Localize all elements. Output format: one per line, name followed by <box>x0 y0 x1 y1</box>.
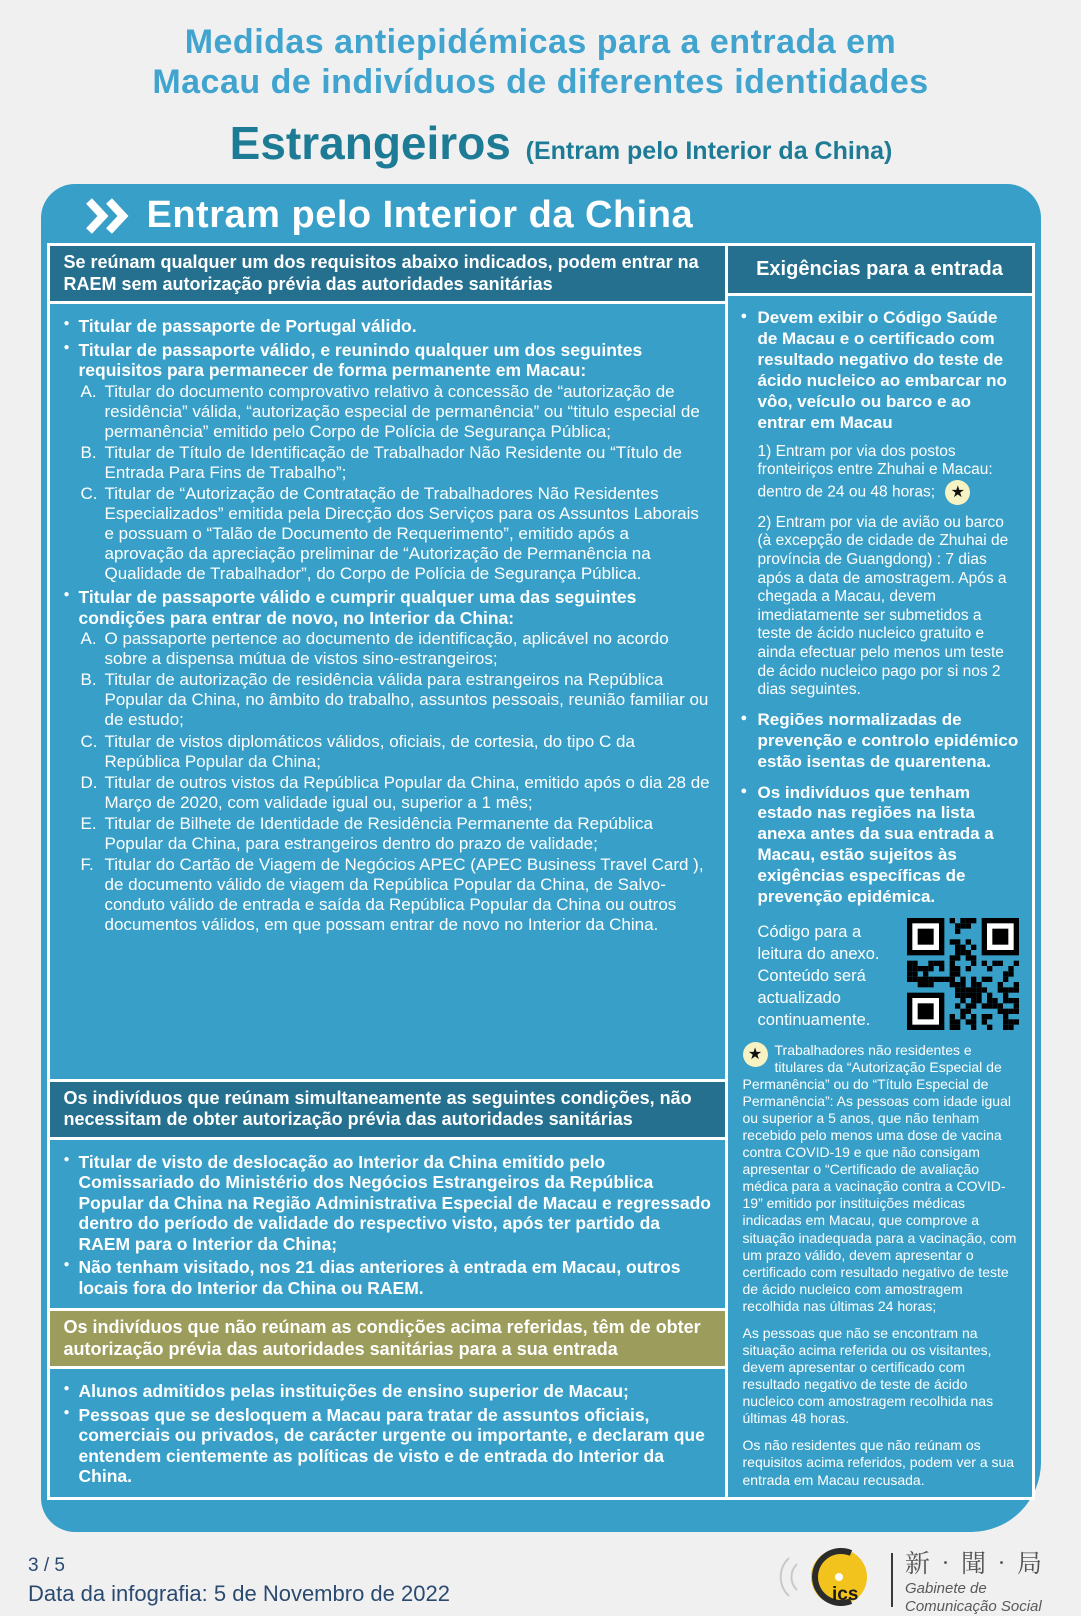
note-paragraph: As pessoas que não se encontram na situação acima referida ou os visitantes, devem apresentar o certificado com resultado negativo de teste de ácido nucleico com amostragem recolhida nas últimas 48 horas. <box>742 1324 994 1427</box>
numbered-item-1-text: 1) Entram por via dos postos fronteiriços entre Zhuhai e Macau: dentro de 24 ou 48 horas; <box>757 442 993 501</box>
left-section-2 <box>50 1140 725 1308</box>
list-item: ● Não tenham visitado, nos 21 dias anteriores à entrada em Macau, outros locais fora do Interior da China ou RAEM. <box>64 1257 713 1298</box>
subitem-label: C. <box>80 731 98 751</box>
subitem-label: B. <box>80 443 97 462</box>
qr-section <box>758 918 1019 1032</box>
subitem-label: C. <box>80 484 98 504</box>
main-card <box>41 184 1041 1531</box>
right-header-band: Exigências para a entrada <box>728 246 1032 296</box>
star-note <box>743 1042 1017 1315</box>
subtitle-group: Estrangeiros <box>229 117 511 169</box>
list-item: ● Titular de passaporte válido e cumprir qualquer uma das seguintes condições para entrar de novo, no Interior da China: <box>64 587 713 628</box>
gcs-name-portuguese-2: Comunicação Social <box>904 1597 1042 1615</box>
right-content <box>728 296 1032 1496</box>
gcs-logo-text <box>905 1544 1045 1616</box>
list-subitem <box>79 773 713 813</box>
list-item: ● Alunos admitidos pelas instituições de ensino superior de Macau; <box>64 1381 713 1401</box>
gcs-logo-initials: ics <box>831 1584 859 1606</box>
page-title-line2: Macau de indivíduos de diferentes identidades <box>152 63 929 101</box>
subitem-text: Titular de “Autorização de Contratação de Trabalhadores Não Residentes Especializados” emitida pela Direcção dos Serviços para os Assuntos Laborais e possuam o “Talão de Documento de Requerimento”, emitido após a aprovação da apreciação preliminar de “Autorização de Permanência na Qualidade de Trabalhador”, do Corpo de Polícia de Segurança Pública. <box>104 484 699 584</box>
subitem-label: F. <box>80 854 94 874</box>
page-header <box>0 0 1081 170</box>
star-note-text: Trabalhadores não residentes e titulares da “Autorização Especial de Permanência” ou do “Título Especial de Permanência”: As pessoas com idade igual ou superior a 5 anos, que não tenham recebido pelo menos uma dose de vacina contra COVID-19 e que não consigam apresentar o “Certificado de avaliação médica para a vacinação contra a COVID-19” emitido por instituições médicas indicadas em Macau, que comprove a situação inadequada para a vacinação, com um prazo válido, devem apresentar o certificado com resultado negativo de teste de ácido nucleico com amostragem recolhida nas últimas 24 horas; <box>742 1041 1017 1314</box>
left-banner-3: Os indivíduos que não reúnam as condições acima referidas, têm de obter autorização prévia das autoridades sanitárias para a sua entrada <box>50 1308 725 1369</box>
qr-code <box>907 918 1019 1030</box>
list-subitem <box>79 732 713 772</box>
list-item: ● Regiões normalizadas de prevenção e controlo epidémico estão isentas de quarentena. <box>741 710 1019 773</box>
page-number: 3 / 5 <box>28 1555 65 1577</box>
left-banner-2: Os indivíduos que reúnam simultaneamente as seguintes condições, não necessitam de obter autorização prévia das autoridades sanitárias <box>50 1079 725 1140</box>
page-title-line1: Medidas antiepidémicas para a entrada em <box>184 23 897 61</box>
star-icon: ★ <box>743 1042 768 1067</box>
left-section-1 <box>50 304 725 1078</box>
list-subitem <box>79 855 713 935</box>
list-subitem <box>79 484 713 584</box>
card-header <box>41 184 1041 243</box>
star-icon: ★ <box>945 480 970 505</box>
subitem-label: A. <box>80 629 97 649</box>
list-subitem <box>79 443 713 483</box>
double-chevron-icon <box>85 198 131 234</box>
list-item: ● Titular de visto de deslocação ao Interior da China emitido pelo Comissariado do Ministério dos Negócios Estrangeiros da República Popular da China na Região Administrativa Especial de Macau e regressado dentro do período de validade do respectivo visto, após ter partido da RAEM para o Interior da China; <box>64 1152 713 1254</box>
subitem-text: Titular do documento comprovativo relativo à concessão de “autorização de residência” válida, “autorização especial de permanência” ou “titulo especial de permanência” emitido pelo Corpo de Polícia de Segurança Pública; <box>104 381 700 441</box>
subitem-text: Titular de Bilhete de Identidade de Residência Permanente da República Popular da China, para estrangeiros dentro do prazo de validade; <box>104 813 653 853</box>
gcs-name-chinese: 新‧聞‧局 <box>904 1549 1045 1578</box>
subitem-label: D. <box>80 772 98 792</box>
subitem-text: Titular do Cartão de Viagem de Negócios APEC (APEC Business Travel Card ), de documento válido de viagem da República Popular da China, de Salvo-conduto válido de entrada e saída da República Popular da China ou outros documentos válidos, em que possam entrar de novo no Interior da China. <box>104 854 704 934</box>
qr-caption: Código para a leitura do anexo. Conteúdo será actualizado continuamente. <box>757 922 880 1029</box>
list-subitem <box>79 629 713 669</box>
left-header-band: Se reúnam qualquer um dos requisitos abaixo indicados, podem entrar na RAEM sem autorização prévia das autoridades sanitárias <box>50 246 725 304</box>
page-subtitle <box>15 116 1081 170</box>
subitem-label: A. <box>80 381 97 401</box>
left-section-3 <box>50 1369 725 1496</box>
list-item: ● Titular de passaporte de Portugal válido. <box>64 316 713 336</box>
note-paragraph: Os não residentes que não reúnam os requisitos acima referidos, podem ver a sua entrada em Macau recusada. <box>742 1437 1015 1488</box>
list-item: ● Pessoas que se desloquem a Macau para tratar de assuntos oficiais, comerciais ou privados, de carácter urgente ou importante, e declaram que entendem cientemente as políticas de visto e de entrada do Interior da China. <box>64 1405 713 1487</box>
infographic-date: Data da infografia: 5 de Novembro de 2022 <box>28 1580 450 1606</box>
subitem-text: Titular de vistos diplomáticos válidos, oficiais, de cortesia, do tipo C da República Popular da China; <box>104 731 635 771</box>
list-subitem <box>79 670 713 730</box>
gcs-logo-icon <box>775 1544 879 1615</box>
list-item: ● Devem exibir o Código Saúde de Macau e o certificado com resultado negativo do teste de ácido nucleico ao embarcar no vôo, veículo ou barco e ao entrar em Macau <box>741 308 1019 433</box>
subtitle-note: (Entram pelo Interior da China) <box>525 137 893 165</box>
logo-divider <box>891 1553 893 1607</box>
left-column <box>50 246 728 1496</box>
right-column <box>728 246 1032 1496</box>
subitem-text: Titular de Título de Identificação de Trabalhador Não Residente ou “Título de Entrada Para Fins de Trabalho”; <box>104 443 682 483</box>
gcs-name-portuguese-1: Gabinete de <box>904 1579 987 1597</box>
numbered-item-2: 2) Entram por via de avião ou barco (à excepção de cidade de Zhuhai de província de Guangdong) : 7 dias após a data de amostragem. Após a chegada a Macau, devem imediatamente ser submetidos a teste de ácido nucleico gratuito e ainda efectuar pelo menos um teste de ácido nucleico pago por si nos 2 dias seguintes. <box>757 513 1009 699</box>
page-title <box>0 22 1081 102</box>
requirements-table <box>47 243 1035 1499</box>
card-title: Entram pelo Interior da China <box>146 194 694 237</box>
list-item: ● Titular de passaporte válido, e reunindo qualquer um dos seguintes requisitos para permanecer de forma permanente em Macau: <box>64 340 713 381</box>
numbered-item-1 <box>758 443 1019 505</box>
list-item: ● Os indivíduos que tenham estado nas regiões na lista anexa antes da sua entrada a Macau, estão sujeitos às exigências específicas de prevenção epidémica. <box>741 783 1019 908</box>
list-subitem <box>79 382 713 442</box>
footer-info <box>28 1552 450 1607</box>
subitem-text: Titular de autorização de residência válida para estrangeiros na República Popular da China, no âmbito do trabalho, assuntos pessoais, reunião familiar ou de estudo; <box>104 670 709 730</box>
list-subitem <box>79 814 713 854</box>
subitem-text: Titular de outros vistos da República Popular da China, emitido após o dia 28 de Março de 2020, com validade igual ou, superior a 1 mês; <box>104 772 710 812</box>
page-footer <box>0 1532 1081 1616</box>
subitem-label: B. <box>80 670 97 690</box>
gcs-logo <box>775 1544 1045 1616</box>
subitem-text: O passaporte pertence ao documento de identificação, aplicável no acordo sobre a dispensa mútua de vistos sino-estrangeiros; <box>104 629 669 669</box>
subitem-label: E. <box>80 813 97 833</box>
